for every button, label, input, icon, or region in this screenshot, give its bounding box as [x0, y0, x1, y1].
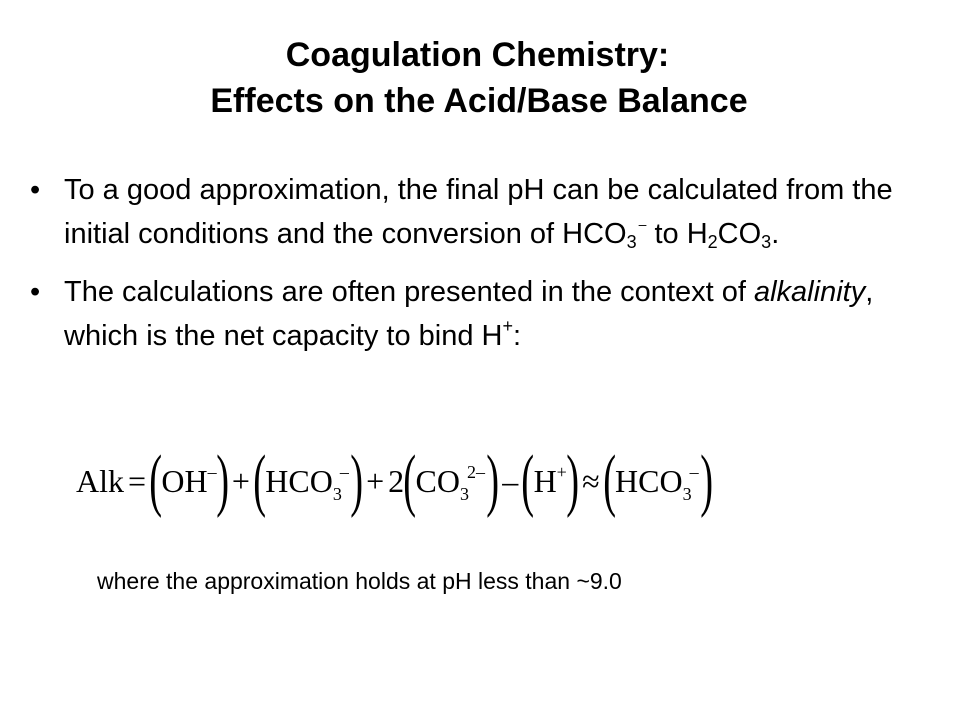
- bullet-1-subscript-2: 2: [707, 232, 718, 252]
- paren-open-co3: (: [403, 442, 417, 519]
- alkalinity-equation: [76, 442, 713, 519]
- term-hco3-symbol: HCO: [265, 463, 333, 499]
- paren-open-hco3b: (: [602, 442, 616, 519]
- bullet-2-emphasis: alkalinity: [753, 276, 866, 308]
- paren-close-hco3b: ): [699, 442, 713, 519]
- title-line-2: Effects on the Acid/Base Balance: [210, 82, 748, 120]
- slide-title: [0, 32, 960, 124]
- term-h-charge: +: [556, 462, 567, 482]
- term-hco3b-symbol: HCO: [615, 463, 683, 499]
- paren-close-oh: ): [215, 442, 229, 519]
- term-oh-charge: –: [207, 462, 217, 482]
- paren-close-co3: ): [486, 442, 500, 519]
- bullet-2-superscript-plus: +: [502, 316, 513, 336]
- paren-open-oh: (: [149, 442, 163, 519]
- equation-plus-2: +: [366, 463, 385, 499]
- term-hco3: [265, 462, 351, 504]
- bullet-item-final-ph: [28, 168, 928, 260]
- equation-plus-1: +: [231, 463, 250, 499]
- term-hco3-subscript: 3: [332, 484, 342, 504]
- bullet-1-text-d: .: [771, 218, 780, 250]
- bullet-1-charge: –: [638, 216, 647, 232]
- bullet-list: [28, 168, 928, 368]
- equation-equals: =: [128, 463, 147, 499]
- term-co3-subscript: 3: [459, 484, 469, 504]
- bullet-1-text-a: To a good approximation, the final pH can be calculated from the initial conditions and the conversion of HCO: [64, 174, 893, 250]
- paren-close-hco3: ): [350, 442, 363, 519]
- title-line-1: Coagulation Chemistry:: [285, 36, 670, 74]
- bullet-1-text-c: CO: [717, 218, 762, 250]
- bullet-2-text-a: The calculations are often presented in the context of: [64, 276, 754, 308]
- equation-lhs: Alk: [76, 463, 124, 499]
- equation-coefficient: 2: [388, 463, 405, 499]
- term-h: [533, 462, 567, 499]
- term-h-symbol: H: [533, 463, 557, 499]
- bullet-item-alkalinity: [28, 270, 928, 358]
- term-hco3b-subscript: 3: [682, 484, 692, 504]
- term-co3-charge: 2–: [466, 462, 485, 482]
- equation-minus: –: [502, 463, 519, 499]
- term-oh-symbol: OH: [161, 463, 208, 499]
- bullet-2-text-c: :: [512, 320, 522, 352]
- bullet-1-subscript-3: 3: [626, 232, 637, 252]
- paren-close-h: ): [566, 442, 579, 519]
- bullet-1-subscript-3b: 3: [761, 232, 772, 252]
- term-hco3-charge: –: [339, 462, 349, 482]
- bullet-1-text-b: to H: [646, 218, 708, 250]
- paren-open-h: (: [521, 442, 535, 519]
- term-co3-symbol: CO: [415, 463, 460, 499]
- term-co3: [415, 462, 486, 504]
- bullet-2-text-b: , which is the net capacity to bind H: [64, 276, 874, 352]
- term-oh: [161, 462, 217, 499]
- equation-approx: ≈: [582, 463, 600, 499]
- term-hco3b: [615, 462, 701, 504]
- approximation-note: where the approximation holds at pH less than ~9.0: [97, 568, 622, 594]
- paren-open-hco3: (: [253, 442, 267, 519]
- term-hco3b-charge: –: [689, 462, 699, 482]
